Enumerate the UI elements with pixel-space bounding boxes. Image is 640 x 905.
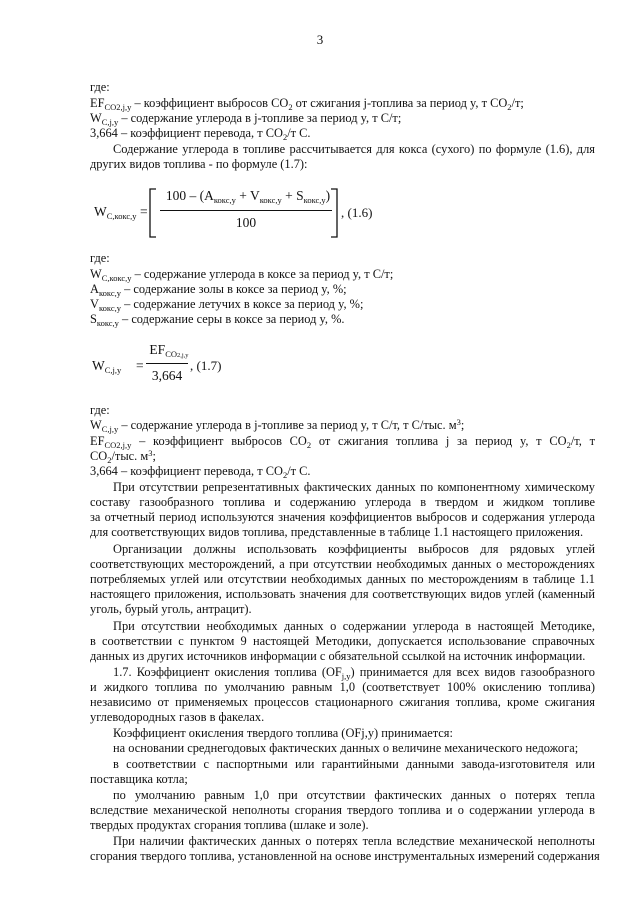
def-text: – содержание серы в коксе за период y, %. (118, 312, 345, 326)
subscript: CO2,j,y (104, 102, 132, 112)
subscript-part: 2,j,y (177, 352, 189, 359)
fraction-bar (146, 363, 188, 364)
subscript: кокс,y (259, 195, 282, 205)
subscript: j,y (341, 671, 351, 681)
def-text: – содержание углерода в j-топливе за период y, т С/т; (118, 111, 402, 125)
symbol: W (90, 267, 102, 281)
def-text: CO (90, 449, 108, 463)
num-part: 100 – (A (165, 188, 214, 203)
subscript: кокс,y (98, 303, 121, 313)
paragraph-line: потребляемых углей или отсутствии необходимых данных по месторождениям в таблице 1.1 (90, 572, 595, 586)
def-text: ; (152, 449, 156, 463)
formula-denominator: 3,664 (151, 368, 183, 383)
paragraph-line (113, 665, 595, 680)
where-label-1: где: (90, 80, 110, 94)
subscript: C,j,y (101, 117, 119, 127)
list-item: в соответствии с паспортными или гарантийными данными завода-изготовителя или (113, 757, 595, 771)
symbol: EF (149, 342, 166, 357)
subscript: C,кокс,y (106, 211, 137, 221)
def-text: – коэффициент выбросов CO (131, 434, 307, 448)
paragraph-line: При наличии фактических данных о потерях тепла вследствие механической неполноты (113, 834, 595, 848)
paragraph-line: за отчетный период используются значения коэффициентов выбросов и содержания углерода (90, 510, 595, 524)
paragraph-line: углеводородных газов в факелах. (90, 710, 265, 724)
def-ef-co2-2: $EF_{CO2,j,y}$ – коэффициент выбросов $CO_2$ от сжигания топлива j за период y, т $CO_2/т$, т (90, 434, 595, 450)
list-item: по умолчанию равным 1,0 при отсутствии фактических данных о потерях тепла (113, 788, 595, 802)
def-text: /т С. (287, 126, 311, 140)
def-w-cjy-2 (90, 418, 464, 433)
symbol: W (92, 358, 105, 373)
subscript-part: CO (165, 349, 177, 359)
subscript: кокс,y (303, 195, 326, 205)
symbol: W (90, 418, 102, 432)
subscript: C,кокс,y (101, 273, 132, 283)
text-part: 1.7. Коэффициент окисления топлива (OF (113, 665, 342, 679)
num-part: ) (325, 188, 331, 203)
symbol: W (90, 111, 102, 125)
formula-label: , (1.6) (341, 205, 373, 220)
subscript: кокс,y (213, 195, 236, 205)
where-label-3: где: (90, 403, 110, 417)
num-part: + S (281, 188, 304, 203)
list-item-cont: поставщика котла; (90, 772, 188, 786)
formula-lhs (92, 358, 121, 374)
formula-label: , (1.7) (190, 358, 222, 373)
paragraph-line: независимо от применяемых процессов стационарного сжигания топлива, кроме сжигания (90, 695, 595, 709)
num-part: + V (235, 188, 260, 203)
symbol: W (94, 204, 107, 219)
subscript: CO2,j,y (104, 440, 132, 450)
paragraph-line: сгорания твердого топлива, установленной на основе инструментальных измерений содержания (90, 849, 600, 863)
def-text: /т, т (570, 434, 595, 448)
def-a-coke (90, 282, 347, 297)
list-item: на основании среднегодовых фактических данных о величине механического недожога; (113, 741, 579, 755)
def-text: от сжигания топлива j за период y, т CO (311, 434, 567, 448)
subscript: C,j,y (101, 424, 119, 434)
equals-sign: = (140, 204, 148, 219)
fraction-bar (160, 210, 332, 211)
def-conversion-factor-2: 3,664 – коэффициент перевода, т $CO_2/т$ С. (90, 464, 311, 480)
def-v-coke (90, 297, 363, 312)
list-item-cont: вследствие механической неполноты сгорания твердого топлива и о содержании углерода в (90, 803, 595, 817)
symbol: S (90, 312, 97, 326)
paragraph-line: уголь, бурый уголь, антрацит). (90, 602, 252, 616)
subscript: C,j,y (104, 365, 122, 375)
paragraph-line: в соответствии с пунктом 9 настоящей Методики, допускается использование справочных (90, 634, 595, 648)
def-text: – содержание летучих в коксе за период y, %; (120, 297, 364, 311)
paragraph-line: данных из других источников информации с обязательной ссылкой на источник информации. (90, 649, 586, 663)
def-w-cjy (90, 111, 401, 126)
paragraph-line: настоящего приложения, использовать значения для соответствующих видов углей (каменный (90, 587, 595, 601)
def-text: – содержание углерода в j-топливе за период y, т С/т, т С/тыс. м (118, 418, 457, 432)
def-text: – содержание золы в коксе за период y, %; (120, 282, 347, 296)
def-text: /т С. (287, 464, 311, 478)
paragraph-line: для соответствующих видов топлива, представленные в таблице 1.1 настоящего приложения. (90, 525, 584, 539)
subscript (165, 349, 188, 359)
def-text: ; (460, 418, 465, 432)
paragraph-line: При отсутствии репрезентативных фактических данных по компонентному химическому (113, 480, 595, 494)
paragraph-line: Коэффициент окисления твердого топлива (OFj,y) принимается: (113, 726, 453, 740)
paragraph-line: Организации должны использовать коэффициенты выбросов для рядовых углей (113, 542, 595, 556)
def-ef-co2-2-cont: $CO_2$/тыс. $м^3$; (90, 448, 156, 465)
def-text: /т; (511, 96, 524, 110)
paragraph-line: соответствующих месторождений, а при отсутствии необходимых данных о месторождениях (90, 557, 595, 571)
def-text: /тыс. м (111, 449, 149, 463)
paragraph-line: составу газообразного топлива и содержанию углерода в твердом и жидком топливе (90, 495, 595, 509)
subscript: кокс,y (98, 288, 121, 298)
def-text: от сжигания j-топлива за период y, т CO (292, 96, 508, 110)
paragraph-line: Содержание углерода в топливе рассчитывается для кокса (сухого) по формуле (1.6), для (113, 142, 595, 156)
def-w-coke (90, 267, 393, 282)
superscript: 3 (148, 448, 153, 458)
symbol: V (90, 297, 99, 311)
def-text: – содержание углерода в коксе за период y, т С/т; (131, 267, 394, 281)
def-conversion-factor: 3,664 – коэффициент перевода, т $CO_2/т$ С. (90, 126, 311, 142)
equals-sign: = (136, 358, 144, 373)
where-label-2: где: (90, 251, 110, 265)
def-s-coke (90, 312, 345, 327)
formula-numerator (146, 342, 192, 358)
list-item-cont: твердых продуктах сгорания топлива (шлаке и золе). (90, 818, 369, 832)
formula-denominator: 100 (235, 215, 257, 230)
paragraph-line: других видов топлива - по формуле (1.7): (90, 157, 308, 171)
symbol: EF (90, 434, 105, 448)
paragraph-line: и жидкого топлива по умолчанию равным 1,0 (соответствует 100% окислению топлива) (90, 680, 595, 694)
page-number: 3 (316, 32, 324, 47)
def-ef-co2: $EF_{CO2,j,y}$ – коэффициент выбросов $CO_2$ от сжигания j-топлива за период y, т $CO_2/т$; (90, 96, 524, 112)
symbol: A (90, 282, 99, 296)
formula-lhs (94, 204, 137, 220)
subscript: кокс,y (96, 318, 119, 328)
def-text: – коэффициент выбросов CO (131, 96, 289, 110)
formula-numerator (158, 188, 338, 204)
def-text: 3,664 – коэффициент перевода, т CO (90, 126, 283, 140)
superscript: 3 (456, 417, 461, 427)
text-part: ) принимается для всех видов газообразного (350, 665, 596, 679)
paragraph-line: При отсутствии необходимых данных о содержании углерода в настоящей Методике, (113, 619, 595, 633)
def-text: 3,664 – коэффициент перевода, т CO (90, 464, 283, 478)
symbol: EF (90, 96, 105, 110)
